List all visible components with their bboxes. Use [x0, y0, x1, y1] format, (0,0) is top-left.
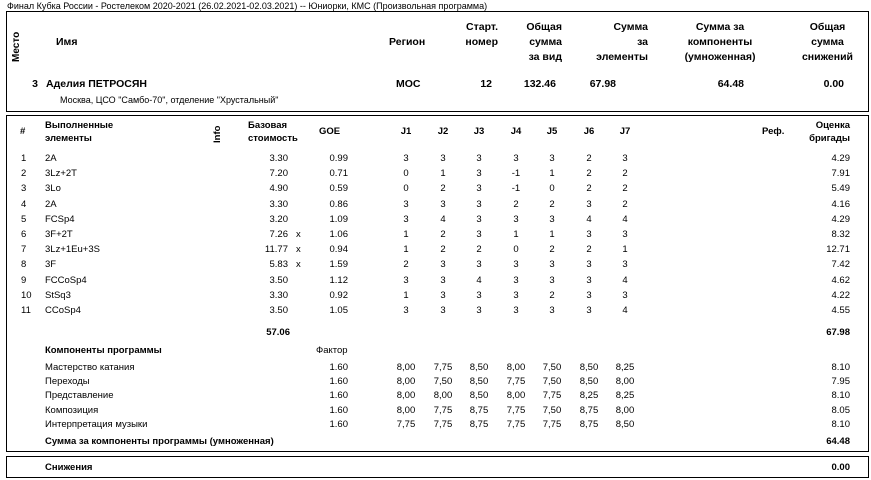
element-panel-score: 4.55: [831, 305, 850, 316]
element-judge-score: 1: [622, 244, 628, 256]
component-factor: 1.60: [329, 390, 348, 402]
component-judge-score: 8,50: [469, 362, 489, 373]
element-number: 10: [21, 289, 32, 301]
element-goe: 0.92: [329, 289, 348, 301]
component-name: Представление: [45, 390, 114, 402]
component-judge-score: 8,00: [615, 376, 635, 388]
element-number: 8: [21, 259, 27, 271]
element-base-value: 5.83: [269, 259, 288, 271]
element-judge-score: 4: [622, 213, 628, 225]
elements-total: 67.98: [826, 327, 850, 338]
region-header: Регион: [389, 36, 426, 48]
element-judge-score: 3: [403, 198, 409, 210]
element-code: 2A: [45, 153, 57, 164]
element-base-value: 4.90: [269, 183, 288, 195]
element-judge-score: 3: [476, 305, 482, 316]
element-number: 9: [21, 274, 27, 286]
component-judge-score: 8,50: [579, 362, 599, 373]
element-judge-score: 3: [440, 153, 446, 164]
component-factor: 1.60: [329, 376, 348, 388]
component-judge-score: 8,00: [396, 376, 416, 388]
element-judge-score: 2: [440, 183, 446, 195]
deductions-box: [6, 456, 869, 478]
element-judge-score: 3: [513, 153, 519, 164]
element-judge-score: 2: [549, 289, 555, 301]
components-sum-header: Сумма за компоненты (умноженная): [684, 21, 756, 63]
element-judge-score: 2: [622, 168, 628, 180]
element-judge-score: 2: [549, 198, 555, 210]
element-judge-score: 3: [549, 274, 555, 286]
element-judge-score: 2: [476, 244, 482, 256]
element-panel-score: 4.16: [831, 198, 850, 210]
athlete-start-number: 12: [480, 78, 492, 90]
element-goe: 1.06: [329, 229, 348, 240]
element-judge-score: 0: [549, 183, 555, 195]
judge-header-3: J3: [473, 126, 485, 137]
element-code: 3Lo: [45, 183, 61, 195]
element-panel-score: 7.42: [831, 259, 850, 271]
component-score: 7.95: [831, 376, 850, 388]
element-base-value: 7.26: [269, 229, 288, 240]
element-number: 6: [21, 229, 27, 240]
component-judge-score: 7,75: [542, 418, 562, 430]
element-judge-score: 3: [476, 289, 482, 301]
element-judge-score: 3: [476, 198, 482, 210]
element-judge-score: 3: [622, 259, 628, 271]
component-judge-score: 7,50: [433, 376, 453, 388]
element-number: 2: [21, 168, 27, 180]
judge-header-1: J1: [400, 126, 412, 137]
athlete-place: 3: [32, 78, 38, 90]
element-judge-score: 0: [513, 244, 519, 256]
element-judge-score: 3: [403, 213, 409, 225]
component-factor: 1.60: [329, 362, 348, 373]
element-goe: 0.86: [329, 198, 348, 210]
element-judge-score: 3: [586, 198, 592, 210]
element-panel-score: 4.62: [831, 274, 850, 286]
element-code: FCCoSp4: [45, 274, 87, 286]
element-number: 3: [21, 183, 27, 195]
element-bonus-flag: x: [296, 244, 301, 256]
element-judge-score: 4: [476, 274, 482, 286]
element-judge-score: 2: [586, 168, 592, 180]
element-judge-score: 2: [622, 183, 628, 195]
element-judge-score: 1: [403, 289, 409, 301]
element-code: FCSp4: [45, 213, 75, 225]
element-judge-score: -1: [511, 168, 521, 180]
element-base-value: 11.77: [264, 244, 288, 256]
element-judge-score: 4: [622, 305, 628, 316]
place-header: Место: [11, 31, 22, 62]
ref-header: Реф.: [762, 126, 785, 137]
component-judge-score: 8,75: [579, 404, 599, 416]
judge-header-6: J6: [583, 126, 595, 137]
factor-header: Фактор: [316, 345, 348, 356]
element-judge-score: 3: [586, 274, 592, 286]
base-total: 57.06: [266, 327, 290, 338]
base-header: Базовая стоимость: [248, 120, 298, 144]
element-judge-score: 3: [476, 183, 482, 195]
component-judge-score: 8,25: [615, 390, 635, 402]
element-panel-score: 4.22: [831, 289, 850, 301]
element-number: 4: [21, 198, 27, 210]
element-judge-score: 2: [586, 244, 592, 256]
element-judge-score: 3: [586, 305, 592, 316]
element-judge-score: 4: [440, 213, 446, 225]
element-goe: 0.94: [329, 244, 348, 256]
element-code: 3F+2T: [45, 229, 73, 240]
element-judge-score: 3: [513, 305, 519, 316]
component-judge-score: 7,75: [433, 404, 453, 416]
element-judge-score: 1: [403, 244, 409, 256]
element-base-value: 3.20: [269, 213, 288, 225]
element-code: StSq3: [45, 289, 71, 301]
component-judge-score: 7,75: [506, 376, 526, 388]
component-factor: 1.60: [329, 418, 348, 430]
element-judge-score: 3: [476, 259, 482, 271]
element-judge-score: 3: [586, 259, 592, 271]
athlete-elements-sum: 67.98: [589, 78, 616, 90]
element-judge-score: 3: [513, 213, 519, 225]
element-base-value: 3.30: [269, 289, 288, 301]
component-judge-score: 8,00: [396, 404, 416, 416]
element-judge-score: 3: [586, 229, 592, 240]
element-judge-score: 3: [622, 289, 628, 301]
element-goe: 1.09: [329, 213, 348, 225]
element-judge-score: 3: [622, 153, 628, 164]
component-judge-score: 8,25: [615, 362, 635, 373]
component-judge-score: 8,75: [579, 418, 599, 430]
element-judge-score: 3: [476, 213, 482, 225]
element-judge-score: 2: [586, 183, 592, 195]
components-total: 64.48: [826, 436, 850, 447]
element-judge-score: 3: [549, 305, 555, 316]
element-judge-score: 0: [403, 183, 409, 195]
element-judge-score: 2: [622, 198, 628, 210]
element-judge-score: 3: [440, 305, 446, 316]
component-judge-score: 8,00: [506, 390, 526, 402]
component-judge-score: 7,75: [506, 418, 526, 430]
component-name: Композиция: [45, 404, 99, 416]
component-judge-score: 8,25: [579, 390, 599, 402]
element-judge-score: 3: [440, 259, 446, 271]
element-judge-score: 3: [403, 274, 409, 286]
judge-header-5: J5: [546, 126, 558, 137]
athlete-club: Москва, ЦСО "Самбо-70", отделение "Хрустальный": [60, 95, 279, 105]
element-number: 5: [21, 213, 27, 225]
element-base-value: 3.50: [269, 274, 288, 286]
element-judge-score: 3: [476, 229, 482, 240]
total-score-header: Общая сумма за вид: [526, 21, 562, 63]
deductions-total: 0.00: [831, 462, 850, 473]
element-goe: 0.59: [329, 183, 348, 195]
judge-header-2: J2: [437, 126, 449, 137]
element-number: 11: [21, 305, 31, 316]
component-judge-score: 8,50: [615, 418, 635, 430]
element-number: 1: [21, 153, 27, 164]
deductions-label: Снижения: [45, 462, 93, 473]
component-judge-score: 7,75: [433, 418, 453, 430]
element-bonus-flag: x: [296, 229, 301, 240]
name-header: Имя: [56, 36, 78, 48]
element-judge-score: 1: [513, 229, 519, 240]
event-title: Финал Кубка России - Ростелеком 2020-2021 (26.02.2021-02.03.2021) -- Юниорки, КМС (Произвольная программа): [7, 1, 488, 11]
element-judge-score: 3: [403, 153, 409, 164]
element-judge-score: 1: [403, 229, 409, 240]
component-score: 8.10: [831, 418, 850, 430]
athlete-region: МОС: [396, 78, 421, 90]
element-judge-score: 2: [440, 229, 446, 240]
component-judge-score: 8,75: [469, 404, 489, 416]
component-judge-score: 8,50: [579, 376, 599, 388]
element-judge-score: 1: [549, 168, 555, 180]
element-judge-score: 3: [513, 274, 519, 286]
athlete-total-score: 132.46: [523, 78, 556, 90]
component-judge-score: 8,00: [396, 390, 416, 402]
element-code: 2A: [45, 198, 57, 210]
athlete-components-sum: 64.48: [717, 78, 744, 90]
elements-sum-header: Сумма за элементы: [596, 21, 648, 63]
executed-header: Выполненные элементы: [45, 120, 114, 144]
element-panel-score: 4.29: [831, 153, 850, 164]
element-judge-score: 4: [586, 213, 592, 225]
element-judge-score: 0: [403, 168, 409, 180]
component-judge-score: 7,75: [396, 418, 416, 430]
component-judge-score: 7,75: [506, 404, 526, 416]
element-judge-score: 4: [622, 274, 628, 286]
component-judge-score: 8,00: [615, 404, 635, 416]
athlete-deductions: 0.00: [823, 78, 844, 90]
element-judge-score: 2: [549, 244, 555, 256]
element-judge-score: 3: [476, 168, 482, 180]
element-panel-score: 4.29: [831, 213, 850, 225]
judge-header-4: J4: [510, 126, 522, 137]
element-code: CCoSp4: [45, 305, 81, 316]
element-judge-score: 3: [476, 153, 482, 164]
component-judge-score: 7,50: [542, 362, 562, 373]
component-judge-score: 8,50: [469, 376, 489, 388]
element-judge-score: 2: [513, 198, 519, 210]
element-judge-score: 1: [549, 229, 555, 240]
num-header: #: [20, 126, 26, 137]
element-judge-score: 3: [440, 274, 446, 286]
component-name: Переходы: [45, 376, 90, 388]
element-goe: 0.71: [329, 168, 348, 180]
element-code: 3Lz+2T: [45, 168, 77, 180]
panel-score-header: Оценка бригады: [809, 120, 850, 144]
element-goe: 1.59: [329, 259, 348, 271]
element-code: 3F: [45, 259, 57, 271]
component-judge-score: 7,75: [433, 362, 453, 373]
element-panel-score: 8.32: [831, 229, 850, 240]
element-judge-score: 2: [586, 153, 592, 164]
component-judge-score: 7,75: [542, 390, 562, 402]
element-judge-score: 2: [403, 259, 409, 271]
element-judge-score: 3: [622, 229, 628, 240]
element-judge-score: 1: [440, 168, 446, 180]
component-judge-score: 8,00: [396, 362, 416, 373]
element-judge-score: 3: [513, 289, 519, 301]
component-judge-score: 8,00: [433, 390, 453, 402]
component-judge-score: 8,00: [506, 362, 526, 373]
element-base-value: 3.30: [269, 198, 288, 210]
components-total-label: Сумма за компоненты программы (умноженная): [45, 436, 274, 447]
element-base-value: 7.20: [269, 168, 288, 180]
component-judge-score: 7,50: [542, 404, 562, 416]
component-score: 8.05: [831, 404, 850, 416]
element-code: 3Lz+1Eu+3S: [45, 244, 100, 256]
element-judge-score: 3: [403, 305, 409, 316]
element-panel-score: 12.71: [826, 244, 850, 256]
deductions-header: Общая сумма снижений: [801, 21, 854, 63]
element-judge-score: 3: [513, 259, 519, 271]
element-judge-score: 3: [586, 289, 592, 301]
element-judge-score: 3: [549, 153, 555, 164]
element-judge-score: 2: [440, 244, 446, 256]
element-goe: 0.99: [329, 153, 348, 164]
element-panel-score: 7.91: [831, 168, 850, 180]
component-name: Мастерство катания: [45, 362, 135, 373]
element-judge-score: 3: [549, 213, 555, 225]
element-judge-score: -1: [511, 183, 521, 195]
element-judge-score: 3: [440, 289, 446, 301]
element-number: 7: [21, 244, 27, 256]
component-judge-score: 8,50: [469, 390, 489, 402]
judge-header-7: J7: [619, 126, 631, 137]
component-judge-score: 7,50: [542, 376, 562, 388]
element-goe: 1.12: [329, 274, 348, 286]
component-name: Интерпретация музыки: [45, 418, 148, 430]
components-header: Компоненты программы: [45, 345, 162, 356]
component-score: 8.10: [831, 362, 850, 373]
element-base-value: 3.30: [269, 153, 288, 164]
start-number-header: Старт. номер: [465, 21, 498, 48]
element-bonus-flag: x: [296, 259, 301, 271]
goe-header: GOE: [319, 126, 341, 137]
info-header: Info: [212, 125, 223, 143]
element-judge-score: 3: [440, 198, 446, 210]
component-factor: 1.60: [329, 404, 348, 416]
element-goe: 1.05: [329, 305, 348, 316]
component-judge-score: 8,75: [469, 418, 489, 430]
athlete-name: Аделия ПЕТРОСЯН: [46, 78, 147, 90]
element-panel-score: 5.49: [831, 183, 850, 195]
component-score: 8.10: [831, 390, 850, 402]
element-judge-score: 3: [549, 259, 555, 271]
element-base-value: 3.50: [269, 305, 288, 316]
